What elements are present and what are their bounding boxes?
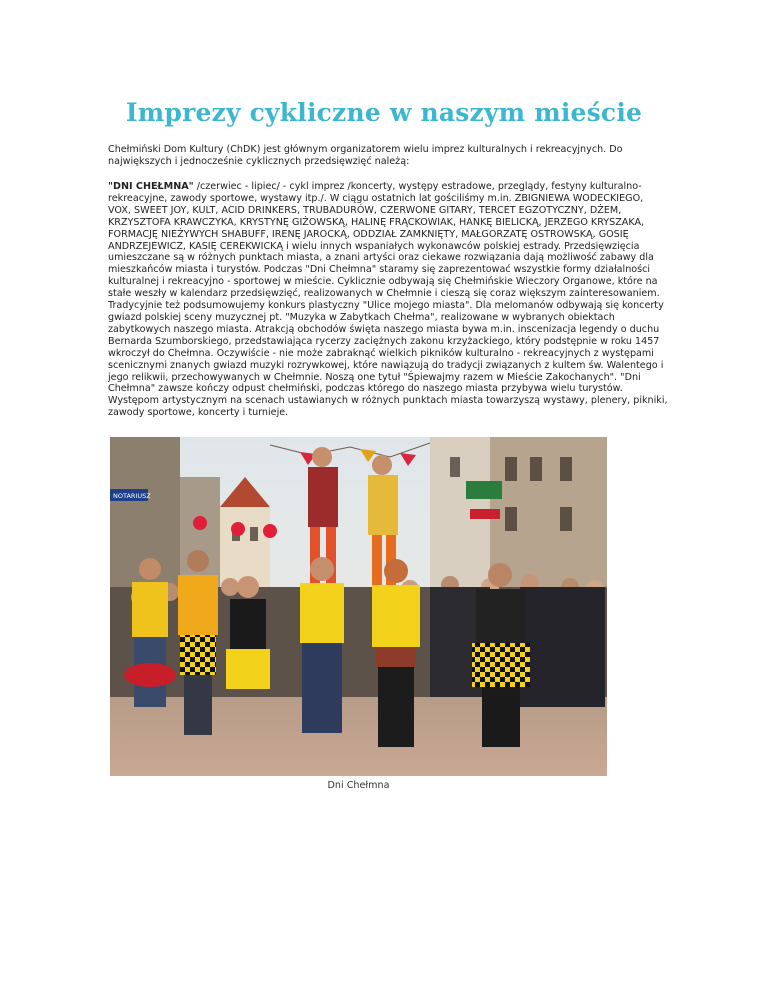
page-title: Imprezy cykliczne w naszym mieście [125, 98, 643, 127]
dni-chelmna-paragraph [108, 181, 668, 419]
event-name: "DNI CHEŁMNA" [108, 181, 194, 192]
photo-caption: Dni Chełmna [327, 780, 390, 791]
event-description: /czerwiec - lipiec/ - cykl imprez /koncerty, występy estradowe, przeglądy, festyny kulturalno-rekreacyjne, zawody sportowe, wystawy itp./. W ciągu ostatnich lat gościliśmy m.in. ZBIGNIEWA WODECKIEGO, VOX, SWEET JOY, KULT, ACID DRINKERS, TRUBADURÓW, CZERWONE GITARY, TERCET EGZOTYCZNY, DŻEM, KRZYSZTOFA KRAWCZYKA, KRYSTYNĘ GIŻOWSKĄ, HALINĘ FRĄCKOWIAK, HANKĘ BIELICKĄ, JERZEGO KRYSZAKA, FORMACJĘ NIEŻYWYCH SHABUFF, IRENĘ JAROCKĄ, ODDZIAŁ ZAMKNIĘTY, MAŁGORZATĘ OSTROWSKĄ, GOSIĘ ANDRZEJEWICZ, KASIĘ CEREKWICKĄ i wielu innych wspaniałych wykonawców polskiej estrady. Przedsięwzięcia umieszczane są w różnych punktach miasta, a znani artyści oraz ciekawe rozwiązania dają możliwość zabawy dla mieszkańców miasta i turystów. Podczas "Dni Chełmna" staramy się zaprezentować wszystkie formy działalności kulturalnej i rekreacyjno - sportowej w mieście. Cyklicznie odbywają się Chełmińskie Wieczory Organowe, które na stałe weszły w kalendarz przedsięwzięć, realizowanych w Chełmnie i cieszą się coraz większym zainteresowaniem. Tradycyjnie też podsumowujemy konkurs plastyczny "Ulice mojego miasta". Dla melomanów odbywają się koncerty gwiazd polskiej sceny muzycznej pt. "Muzyka w Zabytkach Chełma", realizowane w wybranych obiektach zabytkowych naszego miasta. Atrakcją obchodów święta naszego miasta bywa m.in. inscenizacja legendy o duchu Bernarda Szumborskiego, przedstawiająca rycerzy zaciężnych zakonu krzyżackiego, który podstępnie w roku 1457 wkroczył do Chełmna. Oczywiście - nie może zabraknąć wielkich pikników kulturalno - rekreacyjnych z występami scenicznymi znanych gwiazd muzyki rozrywkowej, które nawiązują do tradycji związanych z kultem św. Walentego i jego relikwii, przechowywanych w Chełmnie. Noszą one tytuł "Śpiewajmy razem w Mieście Zakochanych". "Dni Chełmna" zawsze kończy odpust chełmiński, podczas którego do naszego miasta przybywa wielu turystów. Występom artystycznym na scenach ustawianych w różnych punktach miasta towarzyszą wystawy, plenery, pikniki, zawody sportowe, koncerty i turnieje. [108, 181, 668, 419]
intro-paragraph: Chełmiński Dom Kultury (ChDK) jest głównym organizatorem wielu imprez kulturalnych i rekreacyjnych. Do największych i jednocześnie cyklicznych przedsięwzięć należą: [108, 144, 623, 167]
notary-sign: NOTARIUSZ [113, 492, 151, 500]
festival-photo [110, 437, 607, 776]
